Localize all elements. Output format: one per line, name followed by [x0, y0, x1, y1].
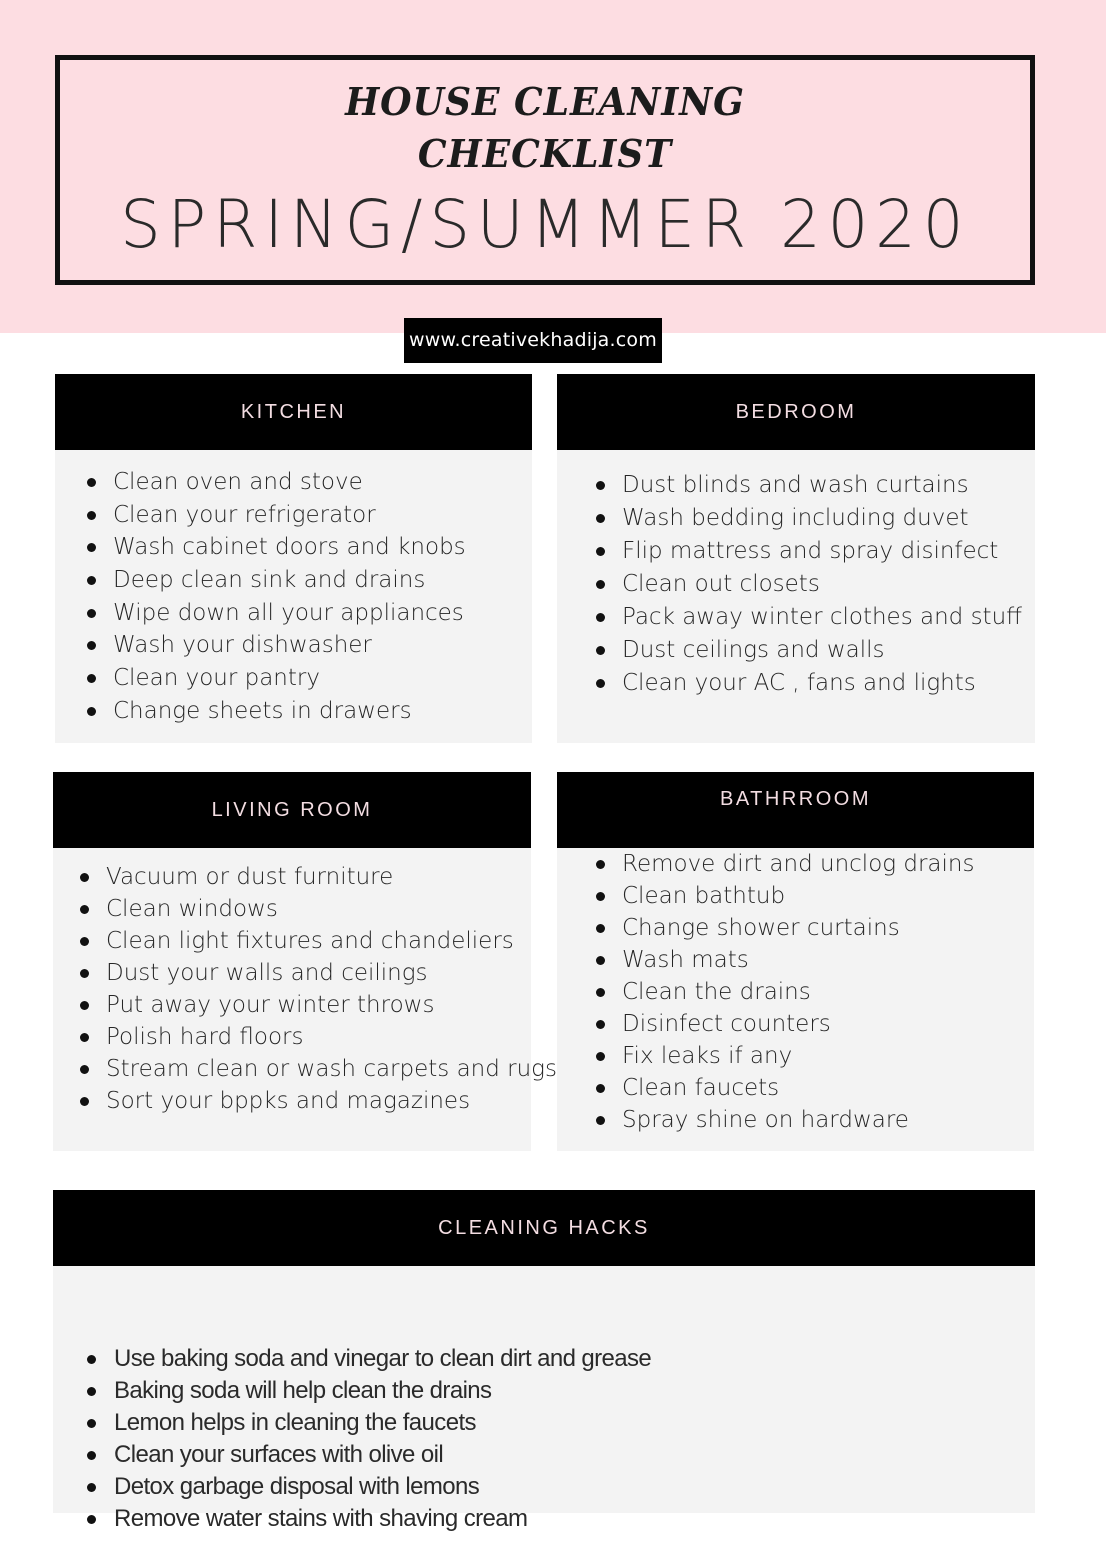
list-item: [55, 662, 532, 695]
list-item-text: Clean out closets: [622, 571, 820, 597]
list-item: [557, 535, 1035, 568]
kitchen-list-body: [55, 450, 532, 743]
bullet-icon: [596, 547, 605, 556]
bullet-icon: [596, 1084, 605, 1093]
bullet-icon: [87, 478, 96, 487]
website-link[interactable]: www.creativekhadija.com: [404, 318, 662, 363]
bullet-icon: [80, 1097, 89, 1106]
list-item-text: Stream clean or wash carpets and rugs: [106, 1056, 557, 1082]
list-item-text: Flip mattress and spray disinfect: [622, 538, 999, 564]
list-item-text: Clean the drains: [622, 979, 811, 1005]
list-item: [53, 957, 531, 989]
list-item: [557, 568, 1035, 601]
list-item-text: Clean windows: [106, 896, 278, 922]
bullet-icon: [80, 873, 89, 882]
list-item-text: Spray shine on hardware: [622, 1107, 909, 1133]
kitchen-section: [55, 374, 532, 743]
living-room-list-body: [53, 848, 557, 1151]
bullet-icon: [80, 969, 89, 978]
title-box: [55, 55, 1035, 285]
list-item: [557, 601, 1035, 634]
list-item-text: Deep clean sink and drains: [113, 567, 426, 594]
bullet-icon: [87, 609, 96, 618]
list-item-text: Clean your AC , fans and lights: [622, 670, 976, 696]
bullet-icon: [596, 956, 605, 965]
bathroom-header: BATHRROOM: [557, 772, 1034, 848]
list-item: [55, 531, 532, 564]
bullet-icon: [87, 1451, 96, 1460]
list-item: [53, 1375, 1035, 1407]
list-item-text: Polish hard floors: [106, 1024, 304, 1050]
list-item: [557, 1040, 1034, 1072]
list-item-text: Clean your surfaces with olive oil: [114, 1441, 444, 1468]
title-line-2: CHECKLIST: [417, 131, 673, 176]
list-item-text: Wash your dishwasher: [113, 632, 372, 659]
bullet-icon: [87, 543, 96, 552]
list-item: [557, 944, 1034, 976]
bullet-icon: [596, 646, 605, 655]
list-item: [55, 597, 532, 630]
list-item: [53, 861, 531, 893]
kitchen-list: [55, 466, 532, 728]
bullet-icon: [596, 860, 605, 869]
list-item: [53, 1021, 531, 1053]
bedroom-list: [557, 469, 1035, 700]
list-item-text: Detox garbage disposal with lemons: [114, 1473, 480, 1500]
living-room-header: LIVING ROOM: [53, 772, 531, 848]
list-item-text: Put away your winter throws: [106, 992, 435, 1018]
list-item-text: Clean bathtub: [622, 883, 786, 909]
bullet-icon: [87, 707, 96, 716]
list-item-text: Clean faucets: [622, 1075, 780, 1101]
bullet-icon: [87, 674, 96, 683]
bullet-icon: [87, 641, 96, 650]
list-item: [53, 1053, 557, 1085]
bedroom-header: BEDROOM: [557, 374, 1035, 450]
list-item: [557, 502, 1035, 535]
list-item: [53, 1439, 1035, 1471]
bullet-icon: [596, 481, 605, 490]
cleaning-hacks-header: CLEANING HACKS: [53, 1190, 1035, 1266]
bullet-icon: [87, 1419, 96, 1428]
bullet-icon: [596, 613, 605, 622]
bathroom-list-body: [557, 848, 1034, 1151]
living-room-section: [53, 772, 557, 1151]
cleaning-hacks-list: [53, 1266, 1035, 1535]
list-item-text: Vacuum or dust furniture: [106, 864, 394, 890]
bullet-icon: [80, 1033, 89, 1042]
bullet-icon: [596, 1116, 605, 1125]
cleaning-hacks-section: [53, 1190, 1035, 1532]
bullet-icon: [80, 1065, 89, 1074]
list-item-text: Fix leaks if any: [622, 1043, 793, 1069]
list-item-text: Wash bedding including duvet: [622, 505, 969, 531]
list-item: [557, 912, 1034, 944]
bullet-icon: [87, 1515, 96, 1524]
bullet-icon: [80, 905, 89, 914]
list-item: [557, 976, 1034, 1008]
list-item: [557, 880, 1034, 912]
bullet-icon: [596, 580, 605, 589]
bullet-icon: [596, 1020, 605, 1029]
bullet-icon: [596, 679, 605, 688]
bathroom-list: [557, 848, 1034, 1136]
bullet-icon: [80, 1001, 89, 1010]
list-item: [557, 1008, 1034, 1040]
list-item: [53, 893, 531, 925]
list-item-text: Wash mats: [622, 947, 749, 973]
list-item: [55, 629, 532, 662]
list-item: [53, 1407, 1035, 1439]
list-item-text: Use baking soda and vinegar to clean dirt and grease: [114, 1345, 652, 1372]
season-subtitle-text: SPRING/SUMMER 2020: [119, 186, 971, 263]
list-item: [53, 1503, 1035, 1535]
list-item-text: Lemon helps in cleaning the faucets: [114, 1409, 476, 1436]
cleaning-hacks-list-body: [53, 1266, 1035, 1532]
list-item-text: Wash cabinet doors and knobs: [113, 534, 466, 561]
list-item: [53, 925, 531, 957]
list-item: [557, 469, 1035, 502]
bedroom-list-body: [557, 450, 1035, 743]
bullet-icon: [87, 1355, 96, 1364]
living-room-list: [53, 861, 557, 1117]
list-item: [557, 848, 1034, 880]
bullet-icon: [87, 1387, 96, 1396]
list-item: [557, 667, 1035, 700]
list-item: [55, 564, 532, 597]
list-item-text: Dust your walls and ceilings: [106, 960, 428, 986]
list-item-text: Dust ceilings and walls: [622, 637, 885, 663]
list-item: [53, 1085, 531, 1117]
bullet-icon: [80, 937, 89, 946]
list-item-text: Clean your pantry: [113, 665, 320, 692]
list-item: [53, 1471, 1035, 1503]
bullet-icon: [87, 511, 96, 520]
list-item-text: Clean your refrigerator: [113, 501, 376, 528]
list-item-text: Clean light fixtures and chandeliers: [106, 928, 514, 954]
list-item-text: Baking soda will help clean the drains: [114, 1377, 492, 1404]
list-item-text: Clean oven and stove: [113, 469, 363, 495]
list-item-text: Change shower curtains: [622, 915, 900, 941]
list-item-text: Change sheets in drawers: [113, 697, 412, 724]
bullet-icon: [87, 576, 96, 585]
list-item: [53, 1343, 1035, 1375]
list-item-text: Disinfect counters: [622, 1011, 831, 1037]
list-item: [55, 499, 532, 532]
list-item-text: Pack away winter clothes and stuff: [622, 604, 1022, 630]
list-item: [55, 695, 532, 728]
list-item: [55, 466, 532, 499]
bullet-icon: [596, 514, 605, 523]
list-item-text: Sort your bppks and magazines: [106, 1088, 471, 1114]
bullet-icon: [596, 1052, 605, 1061]
kitchen-header: KITCHEN: [55, 374, 532, 450]
list-item-text: Dust blinds and wash curtains: [622, 472, 969, 498]
season-subtitle: [60, 188, 1030, 262]
list-item: [557, 1072, 1034, 1104]
list-item: [557, 1104, 1034, 1136]
list-item-text: Wipe down all your appliances: [113, 599, 464, 626]
title-line-1: HOUSE CLEANING: [345, 79, 745, 124]
list-item-text: Remove water stains with shaving cream: [114, 1505, 528, 1532]
bullet-icon: [596, 988, 605, 997]
bullet-icon: [87, 1483, 96, 1492]
bullet-icon: [596, 892, 605, 901]
bathroom-section: [557, 772, 1034, 1151]
list-item: [53, 989, 531, 1021]
bedroom-section: [557, 374, 1035, 743]
list-item: [557, 634, 1035, 667]
bullet-icon: [596, 924, 605, 933]
list-item-text: Remove dirt and unclog drains: [622, 851, 975, 877]
